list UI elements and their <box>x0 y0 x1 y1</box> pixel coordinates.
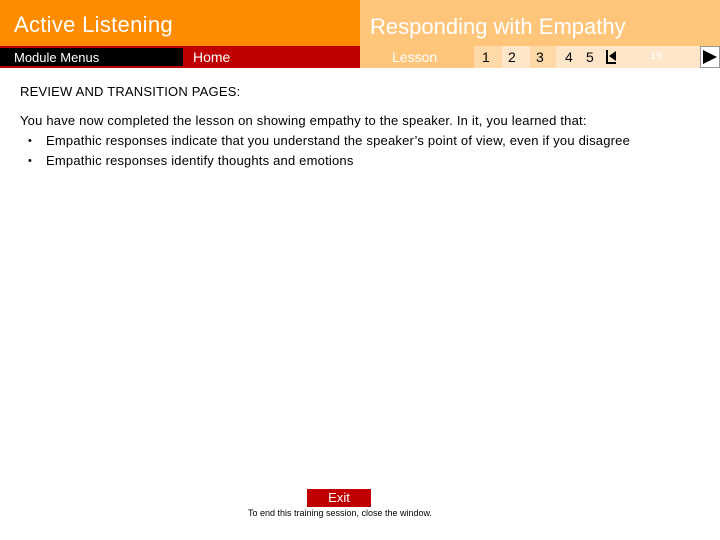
header-bar <box>0 0 720 68</box>
header-right-panel <box>360 0 720 46</box>
bullet-item <box>28 153 678 169</box>
home-button[interactable] <box>183 48 360 66</box>
lesson-button-label: Lesson <box>392 49 438 65</box>
right-triangle-icon <box>703 50 717 64</box>
nav-bar-left <box>0 46 360 68</box>
app-title: Active Listening <box>14 12 173 37</box>
page-1-link[interactable]: 1 <box>482 49 490 65</box>
lesson-button[interactable] <box>360 46 474 68</box>
exit-button[interactable]: Exit <box>307 489 371 507</box>
bullet-text: Empathic responses indicate that you understand the speaker’s point of view, even if you disagree <box>46 133 631 148</box>
page-5-link[interactable]: 5 <box>586 49 594 65</box>
page-3-link[interactable]: 3 <box>536 49 544 65</box>
bullet-text: Empathic responses identify thoughts and emotions <box>46 153 354 168</box>
bullet-item <box>28 133 678 149</box>
lesson-title: Responding with Empathy <box>370 14 626 39</box>
left-triangle-icon <box>609 51 617 61</box>
page-2-link[interactable]: 2 <box>508 49 516 65</box>
section-heading: REVIEW AND TRANSITION PAGES: <box>20 84 241 99</box>
page-count: 19 <box>650 50 663 62</box>
page-4-link[interactable]: 4 <box>565 49 573 65</box>
bullet-list <box>28 133 678 173</box>
previous-page-button[interactable] <box>606 50 616 64</box>
nav-bar-right <box>360 46 720 68</box>
next-page-button[interactable] <box>700 46 720 68</box>
bullet-dot: • <box>28 155 33 167</box>
intro-text: You have now completed the lesson on showing empathy to the speaker. In it, you learned that: <box>20 113 587 128</box>
bullet-dot: • <box>28 135 33 147</box>
home-button-label: Home <box>193 49 231 65</box>
exit-note: To end this training session, close the window. <box>247 508 433 518</box>
module-menus-link[interactable]: Module Menus <box>14 50 100 65</box>
header-left-panel <box>0 0 360 46</box>
